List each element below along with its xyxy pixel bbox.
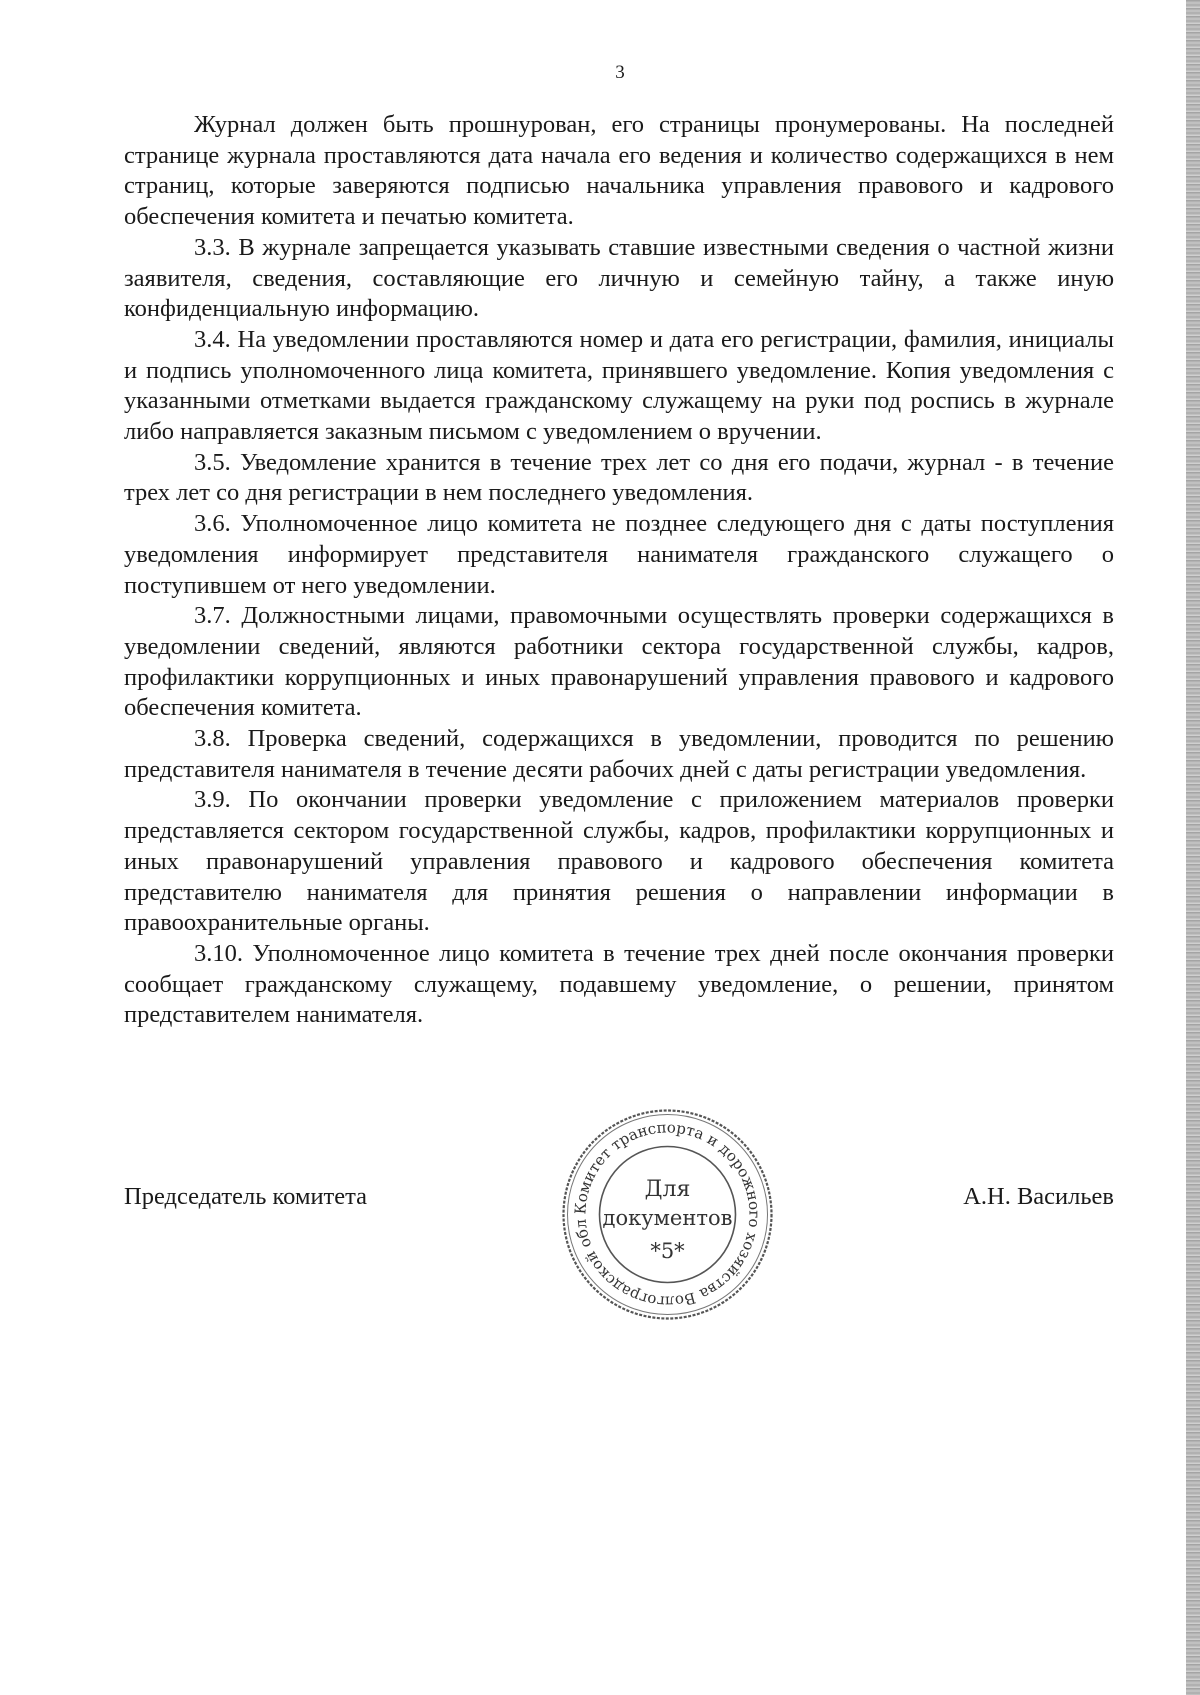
paragraph-3-10: 3.10. Уполномоченное лицо комитета в течение трех дней после окончания проверки сообщает гражданскому служащему, подавшему уведомление, о решении, принятом представителем нанимателя.: [124, 939, 1114, 1029]
paragraph-3-4: 3.4. На уведомлении проставляются номер и дата его регистрации, фамилия, инициалы и подпись уполномоченного лица комитета, принявшего уведомление. Копия уведомления с указанными отметками выдается гражданскому служащему на руки под роспись в журнале либо направляется заказным письмом с уведомлением о вручении.: [124, 325, 1114, 446]
signatory-name: А.Н. Васильев: [963, 1183, 1114, 1210]
stamp-line-1: Для: [644, 1177, 691, 1202]
paragraph-3-6: 3.6. Уполномоченное лицо комитета не позднее следующего дня с даты поступления уведомления информирует представителя нанимателя гражданского служащего о поступившем от него уведомлении.: [124, 510, 1114, 599]
signatory-title: Председатель комитета: [124, 1183, 368, 1210]
paragraph-3-9: 3.9. По окончании проверки уведомление с приложением материалов проверки представляется сектором государственной службы, кадров, профилактики коррупционных и иных правонарушений управления правового и кадрового обеспечения комитета представителю нанимателя для принятия решения о направлении информации в правоохранительные органы.: [124, 786, 1114, 937]
paragraph-journal: Журнал должен быть прошнурован, его страницы пронумерованы. На последней странице журнала проставляются дата начала его ведения и количество содержащихся в нем страниц, которые заверяются подписью начальника управления правового и кадрового обеспечения комитета и печатью комитета.: [124, 111, 1114, 231]
official-stamp: [555, 1102, 780, 1327]
stamp-line-2: документов: [602, 1206, 733, 1230]
stamp-line-3: *5*: [650, 1239, 685, 1263]
stamp-ring-text: Комитет транспорта и дорожного хозяйства Волгоградской обл: [571, 1118, 764, 1311]
scan-edge-shadow: [1186, 0, 1200, 1695]
paragraph-3-7: 3.7. Должностными лицами, правомочными осуществлять проверки содержащихся в уведомлении сведений, являются работники сектора государственной службы, кадров, профилактики коррупционных и иных правонарушений управления правового и кадрового обеспечения комитета.: [124, 602, 1114, 722]
stamp-seal-icon: [555, 1102, 780, 1327]
document-body: [124, 110, 1114, 1031]
paragraph-3-5: 3.5. Уведомление хранится в течение трех лет со дня его подачи, журнал - в течение трех лет со дня регистрации в нем последнего уведомления.: [124, 448, 1114, 507]
paragraph-3-3: 3.3. В журнале запрещается указывать ставшие известными сведения о частной жизни заявителя, сведения, составляющие его личную и семейную тайну, а также иную конфиденциальную информацию.: [124, 233, 1114, 323]
page-number: 3: [615, 62, 625, 83]
paragraph-3-8: 3.8. Проверка сведений, содержащихся в уведомлении, проводится по решению представителя нанимателя в течение десяти рабочих дней с даты регистрации уведомления.: [124, 725, 1114, 783]
